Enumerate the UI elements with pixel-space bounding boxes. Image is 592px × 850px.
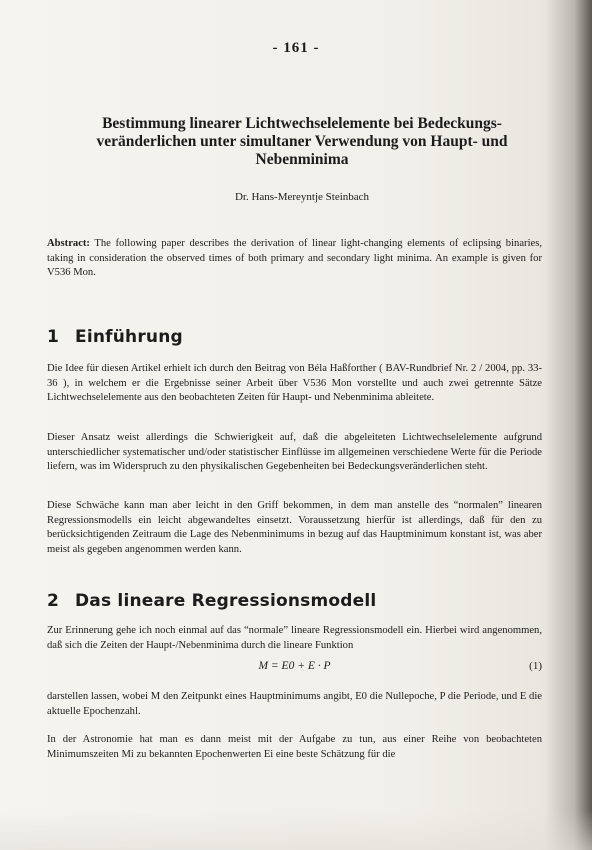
abstract-label: Abstract: [47,238,90,249]
page-number: - 161 - [272,40,320,56]
equation-1 [47,660,542,676]
page-shadow [0,810,592,850]
section-heading-1 [47,327,183,347]
equation-formula: M = E0 + E · P [258,660,331,672]
section-title: Einführung [75,327,183,347]
paragraph-2-1: Zur Erinnerung gehe ich noch einmal auf das “normale” lineare Regressionsmodell ein. Hierbei wird angenommen, daß sich die Zeiten der Haupt-/Nebenminima durch die lineare Funktion [47,625,542,651]
section-number: 1 [47,327,60,347]
section-title: Das lineare Regressionsmodell [75,591,377,611]
paper-title: Bestimmung linearer Lichtwechselelemente bei Bedeckungs-veränderlichen unter simultaner Verwendung von Haupt- und Nebenminima [96,115,508,168]
section-number: 2 [47,591,60,611]
abstract [47,237,542,281]
equation-number: (1) [529,660,542,672]
paragraph-2-2: darstellen lassen, wobei M den Zeitpunkt eines Hauptminimums angibt, E0 die Nullepoche, P die Periode, und E die aktuelle Epochenzahl. [47,691,542,717]
paragraph-2-3: In der Astronomie hat man es dann meist mit der Aufgabe zu tun, aus einer Reihe von beobachteten Minimumszeiten Mi zu bekannten Epochenwerten Ei eine beste Schätzung für die [47,734,542,760]
paragraph-1-1: Die Idee für diesen Artikel erhielt ich durch den Beitrag von Béla Haßforther ( BAV-Rundbrief Nr. 2 / 2004, pp. 33-36 ), in welchem er die Ergebnisse seiner Arbeit über V536 Mon vorstellte und auch zwei getrennte Sätze Lichtwechselelemente aus den beobachteten Zeiten für Haupt- und Nebenminima ableitete. [47,363,542,403]
paragraph-1-2: Dieser Ansatz weist allerdings die Schwierigkeit auf, daß die abgeleiteten Lichtwechselelemente aufgrund unterschiedlicher systematischer und/oder statistischer Einflüsse im allgemeinen verschiedene Werte für die Periode liefern, was im Widerspruch zu den physikalischen Gegebenheiten bei Bedeckungsveränderlichen steht. [47,432,542,472]
section-heading-2 [47,591,376,611]
paragraph-1-3: Diese Schwäche kann man aber leicht in den Griff bekommen, in dem man anstelle des “normalen” linearen Regressionsmodells ein leicht abgewandeltes einsetzt. Voraussetzung hierfür ist allerdings, daß für den zu berücksichtigenden Zeitraum die Lage des Nebenminimums in bezug auf das Hauptminimum konstant ist, was aber meist als gegeben angenommen werden kann. [47,500,542,555]
author-name: Dr. Hans-Mereyntje Steinbach [234,191,370,203]
abstract-text: The following paper describes the derivation of linear light-changing elements of eclipsing binaries, taking in consideration the observed times of both primary and secondary light minima. An example is given for V536 Mon. [47,238,542,278]
